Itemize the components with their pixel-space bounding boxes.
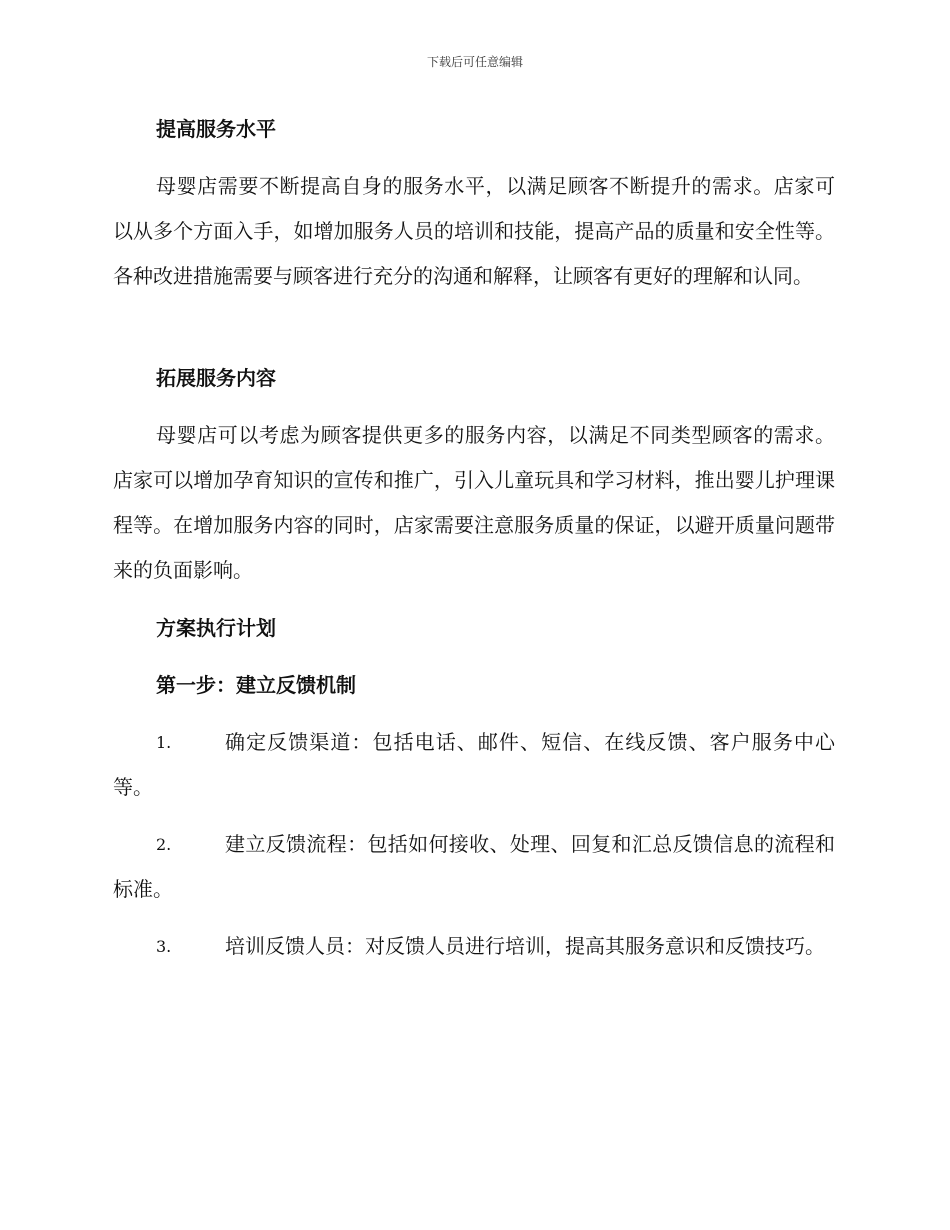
list-item-text: 确定反馈渠道：包括电话、邮件、短信、在线反馈、客户服务中心等。 bbox=[113, 730, 835, 799]
paragraph-improve-service: 母婴店需要不断提高自身的服务水平，以满足顾客不断提升的需求。店家可以从多个方面入手，如增加服务人员的培训和技能，提高产品的质量和安全性等。各种改进措施需要与顾客进行充分的沟通和解释，让顾客有更好的理解和认同。 bbox=[113, 174, 835, 288]
section-heading-execution-plan: 方案执行计划 bbox=[156, 616, 276, 640]
list-item-number: 2. bbox=[156, 835, 172, 854]
section-heading-step-one: 第一步：建立反馈机制 bbox=[156, 673, 356, 697]
section-heading-expand-service: 拓展服务内容 bbox=[156, 366, 276, 390]
list-item bbox=[113, 924, 835, 969]
section-heading-improve-service: 提高服务水平 bbox=[156, 117, 276, 141]
paragraph-expand-service: 母婴店可以考虑为顾客提供更多的服务内容，以满足不同类型顾客的需求。店家可以增加孕育知识的宣传和推广，引入儿童玩具和学习材料，推出婴儿护理课程等。在增加服务内容的同时，店家需要注意服务质量的保证，以避开质量问题带来的负面影响。 bbox=[113, 423, 835, 582]
page-header: 下载后可任意编辑 bbox=[426, 55, 523, 69]
list-item bbox=[113, 822, 835, 912]
list-item-number: 1. bbox=[156, 733, 172, 752]
list-item-number: 3. bbox=[156, 937, 172, 956]
list-item bbox=[113, 720, 835, 810]
list-item-text: 建立反馈流程：包括如何接收、处理、回复和汇总反馈信息的流程和标准。 bbox=[113, 832, 835, 901]
list-item-text: 培训反馈人员：对反馈人员进行培训，提高其服务意识和反馈技巧。 bbox=[225, 934, 825, 958]
